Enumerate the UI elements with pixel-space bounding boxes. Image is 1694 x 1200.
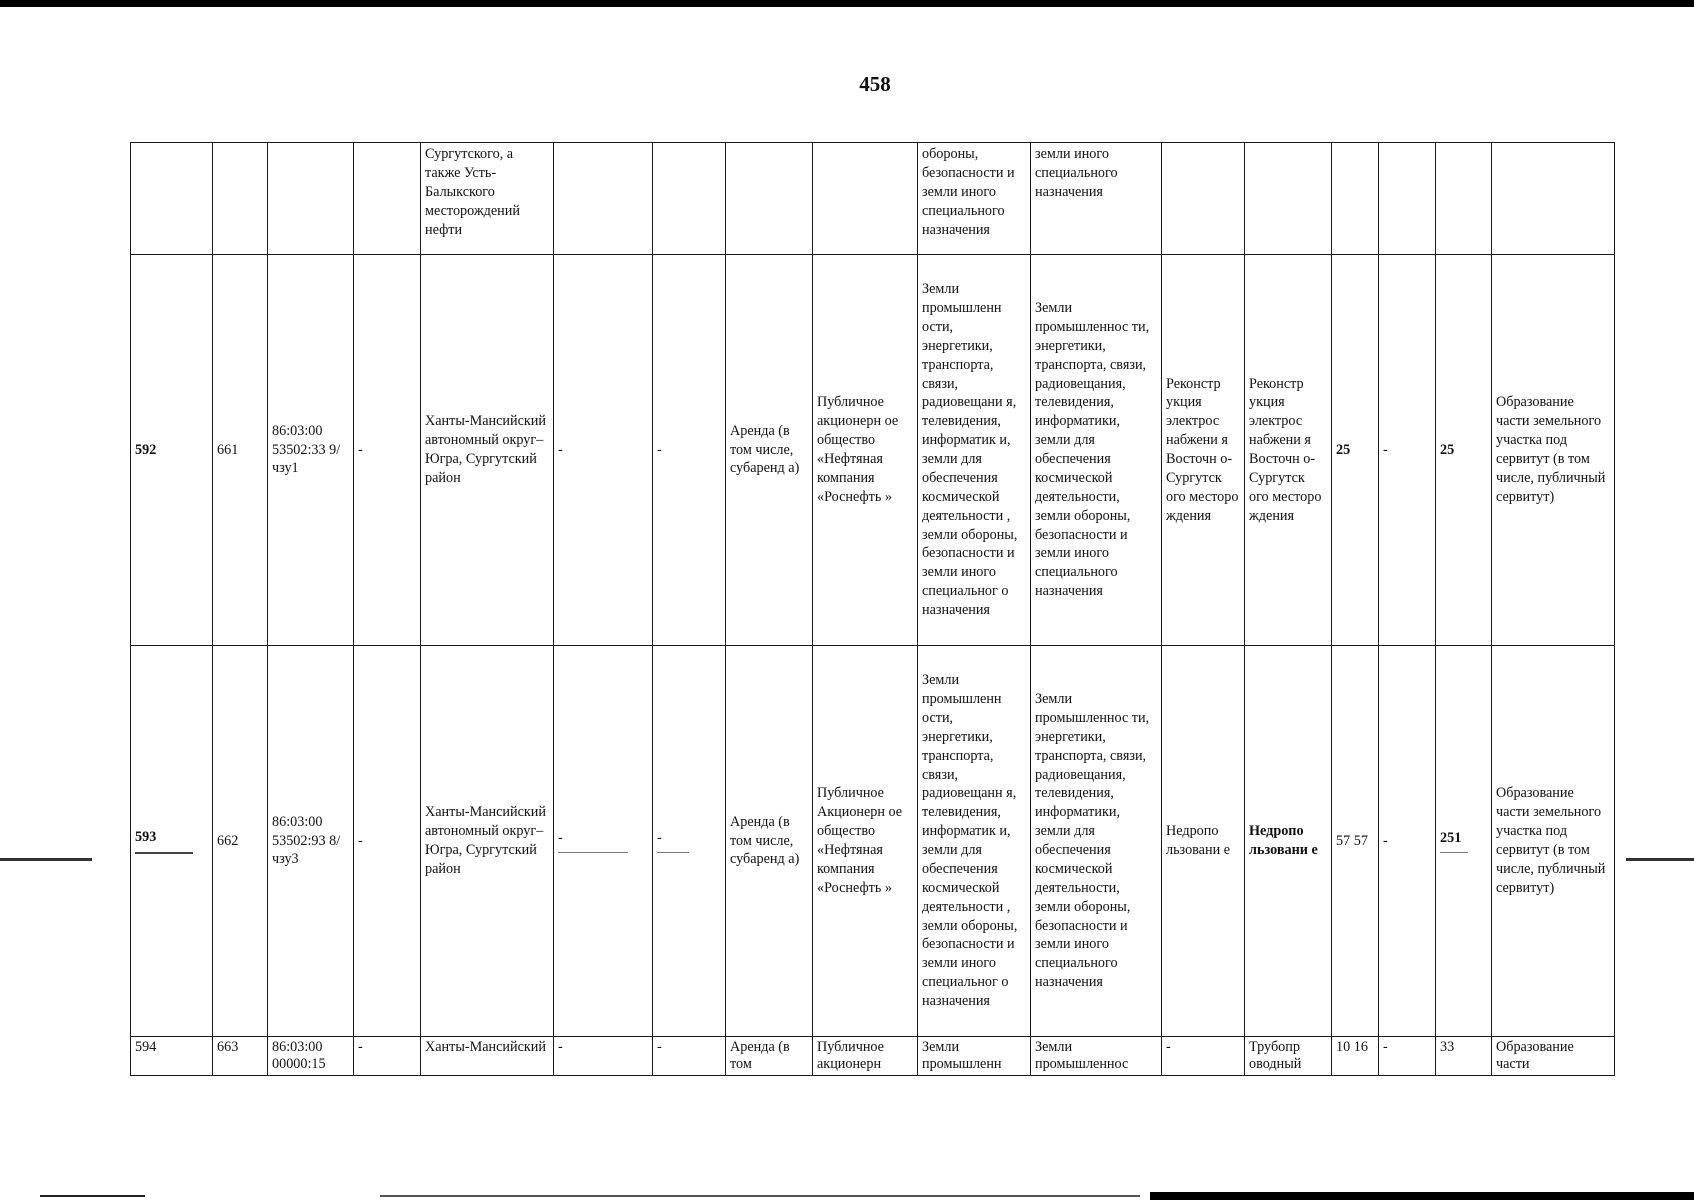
cell-purpose: Реконстр укция электрос набжени я Восточн о-Сургутск ого месторо ждения <box>1162 255 1245 646</box>
cell-holder: Публичное акционерн ое общество «Нефтяная компания «Роснефть » <box>813 255 918 646</box>
cell-index: 663 <box>213 1037 268 1076</box>
cell-land-category: Земли промышленн ости, энергетики, транспорта, связи, радиовещанн я, телевидения, информатик и, земли для обеспечения космической деятельности , земли обороны, безопасности и земли иного специальног о назначения <box>918 646 1031 1037</box>
cell-cadastral-number: 86:03:00 53502:93 8/чзу3 <box>268 646 354 1037</box>
cell-area-2: - <box>1379 1037 1436 1076</box>
cell-land-category: Земли промышленн <box>918 1037 1031 1076</box>
cell-col-7: - <box>657 830 662 847</box>
cell-holder <box>813 143 918 255</box>
scan-faint-mark <box>558 852 628 853</box>
cell-purpose: - <box>1162 1037 1245 1076</box>
scan-faint-mark <box>657 852 689 853</box>
cell-location: Ханты-Мансийский <box>421 1037 554 1076</box>
cell-purpose-new: Недропо льзовани е <box>1245 646 1332 1037</box>
cell-col-7 <box>653 143 726 255</box>
cell-right-type: Аренда (в том <box>726 1037 813 1076</box>
cell-area-2: - <box>1379 646 1436 1037</box>
cell-col-7-wrap <box>653 646 726 1037</box>
cell-col-4: - <box>354 1037 421 1076</box>
scan-artifact-right <box>1626 858 1694 861</box>
cell-index: 662 <box>213 646 268 1037</box>
cell-row-number <box>131 143 213 255</box>
cell-note: Образование части земельного участка под сервитут (в том числе, публичный сервитут) <box>1492 646 1615 1037</box>
cell-col-6 <box>554 143 653 255</box>
table-row-593 <box>131 646 1615 1037</box>
cell-area-3 <box>1436 143 1492 255</box>
cell-col-4 <box>354 143 421 255</box>
cell-row-number: 594 <box>131 1037 213 1076</box>
scan-bottom-edge <box>1150 1192 1694 1200</box>
cell-land-category-new: Земли промышленнос <box>1031 1037 1162 1076</box>
cell-location: Ханты-Мансийский автономный округ– Югра, Сургутский район <box>421 255 554 646</box>
cell-col-4: - <box>354 255 421 646</box>
cell-right-type <box>726 143 813 255</box>
cell-cadastral-number: 86:03:00 53502:33 9/чзу1 <box>268 255 354 646</box>
scan-bottom-edge <box>40 1195 145 1197</box>
cell-note: Образование части <box>1492 1037 1615 1076</box>
cell-note <box>1492 143 1615 255</box>
cell-location: Ханты-Мансийский автономный округ– Югра, Сургутский район <box>421 646 554 1037</box>
cell-row-number: 592 <box>131 255 213 646</box>
cell-purpose-new: Реконстр укция электрос набжени я Восточн о-Сургутск ого месторо ждения <box>1245 255 1332 646</box>
cell-purpose: Недропо льзовани е <box>1162 646 1245 1037</box>
cell-col-7: - <box>653 1037 726 1076</box>
cell-area-1: 57 57 <box>1332 646 1379 1037</box>
cell-holder: Публичное Акционерн ое общество «Нефтяная компания «Роснефть » <box>813 646 918 1037</box>
cell-holder: Публичное акционерн <box>813 1037 918 1076</box>
cell-col-6: - <box>554 1037 653 1076</box>
cell-location: Сургутского, а также Усть-Балыкского месторождений нефти <box>421 143 554 255</box>
cell-land-category: обороны, безопасности и земли иного специального назначения <box>918 143 1031 255</box>
table-row-592 <box>131 255 1615 646</box>
land-registry-table <box>130 142 1615 1076</box>
cell-index <box>213 143 268 255</box>
cell-area-3-wrap <box>1436 646 1492 1037</box>
cell-land-category-new: земли иного специального назначения <box>1031 143 1162 255</box>
cell-row-number: 593 <box>135 828 157 845</box>
cell-area-3: 251 <box>1440 830 1462 847</box>
cell-right-type: Аренда (в том числе, субаренд а) <box>726 255 813 646</box>
cell-purpose-new <box>1245 143 1332 255</box>
cell-land-category: Земли промышленн ости, энергетики, транспорта, связи, радиовещани я, телевидения, информатик и, земли для обеспечения космической деятельности , земли обороны, безопасности и земли иного специальног о назначения <box>918 255 1031 646</box>
scan-faint-mark <box>1440 852 1468 853</box>
cell-col-6: - <box>558 830 563 847</box>
cell-area-1: 25 <box>1332 255 1379 646</box>
cell-area-2 <box>1379 143 1436 255</box>
cell-area-3: 25 <box>1436 255 1492 646</box>
cell-cadastral-number <box>268 143 354 255</box>
cell-area-1 <box>1332 143 1379 255</box>
cell-note: Образование части земельного участка под сервитут (в том числе, публичный сервитут) <box>1492 255 1615 646</box>
cell-land-category-new: Земли промышленнос ти, энергетики, транспорта, связи, радиовещания, телевидения, информатики, земли для обеспечения космической деятельности, земли обороны, безопасности и земли иного специального назначения <box>1031 646 1162 1037</box>
cell-col-6-wrap <box>554 646 653 1037</box>
cell-col-6: - <box>554 255 653 646</box>
table-row-594 <box>131 1037 1615 1076</box>
cell-purpose-new: Трубопр оводный <box>1245 1037 1332 1076</box>
scan-bottom-edge <box>380 1195 1140 1197</box>
scan-underline-mark <box>135 852 193 854</box>
cell-row-number-wrap <box>131 646 213 1037</box>
cell-right-type: Аренда (в том числе, субаренд а) <box>726 646 813 1037</box>
cell-index: 661 <box>213 255 268 646</box>
cell-area-1: 10 16 <box>1332 1037 1379 1076</box>
scan-top-edge <box>0 0 1694 7</box>
cell-land-category-new: Земли промышленнос ти, энергетики, транспорта, связи, радиовещания, телевидения, информатики, земли для обеспечения космической деятельности, земли обороны, безопасности и земли иного специального назначения <box>1031 255 1162 646</box>
cell-col-4: - <box>354 646 421 1037</box>
cell-area-2: - <box>1379 255 1436 646</box>
cell-cadastral-number: 86:03:00 00000:15 <box>268 1037 354 1076</box>
cell-area-3: 33 <box>1436 1037 1492 1076</box>
table-row-continued <box>131 143 1615 255</box>
scan-artifact-left <box>0 858 92 861</box>
cell-col-7: - <box>653 255 726 646</box>
cell-purpose <box>1162 143 1245 255</box>
page-number: 458 <box>859 72 891 96</box>
